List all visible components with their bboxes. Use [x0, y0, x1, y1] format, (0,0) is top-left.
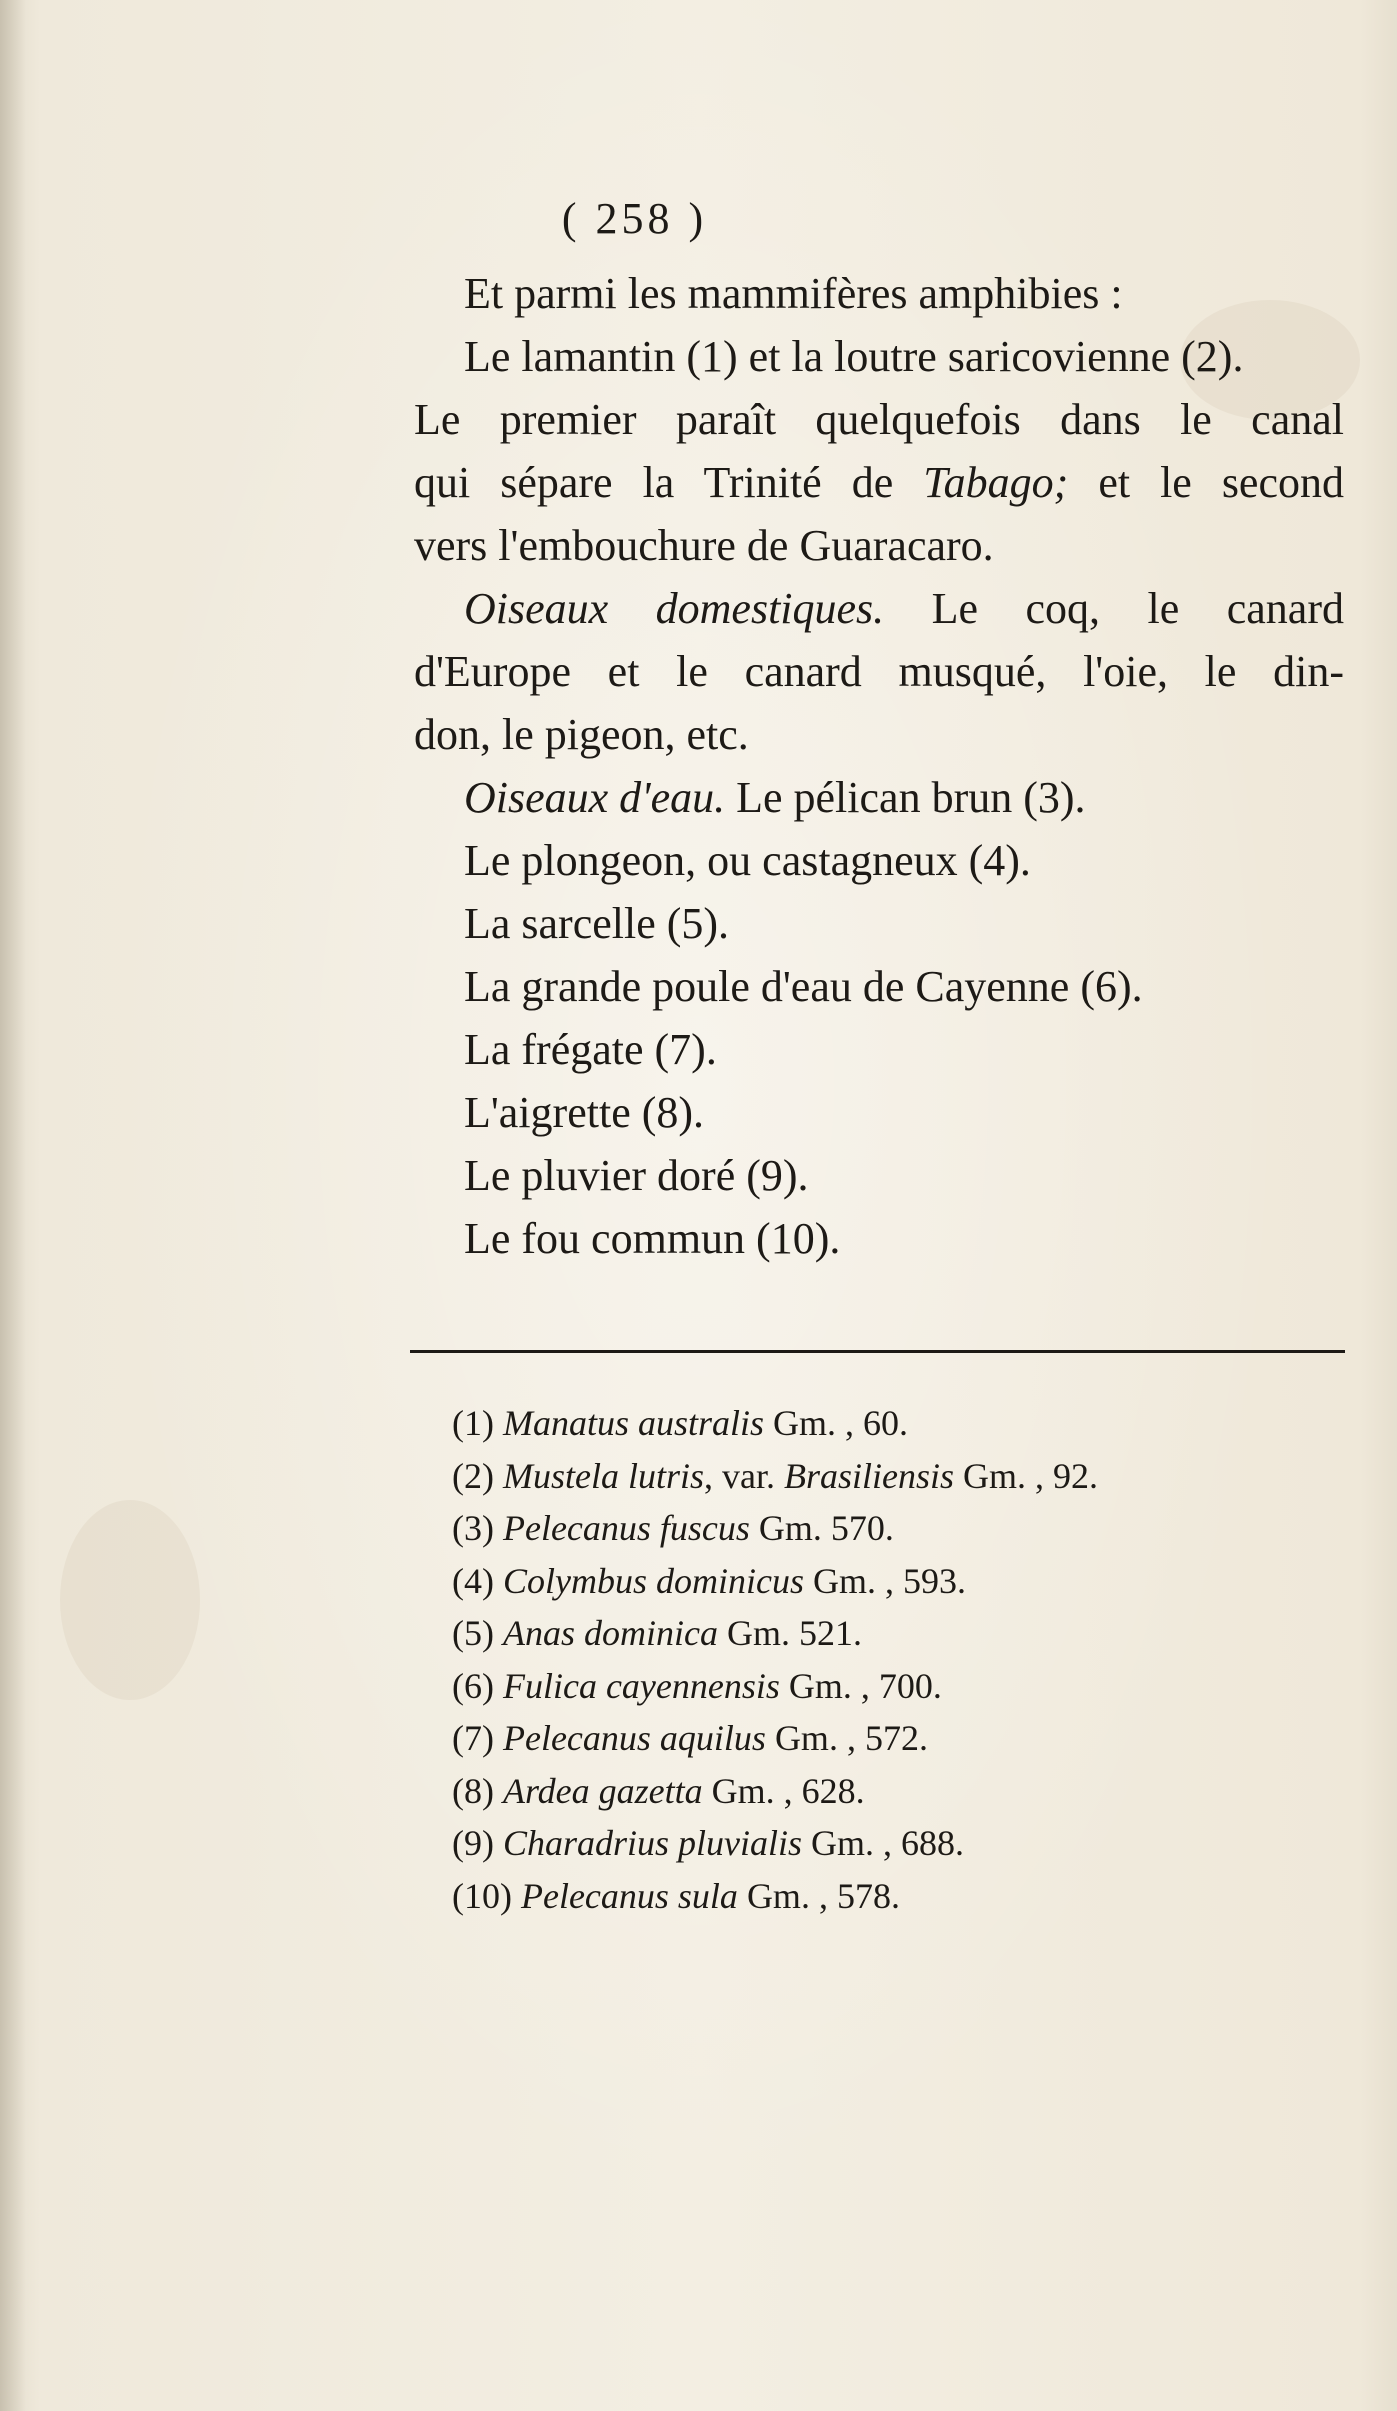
- footnote-number: (9): [452, 1823, 494, 1863]
- text-span: d'Europe et le canard musqué, l'oie, le din-: [414, 647, 1344, 696]
- text-span: don, le pigeon, etc.: [414, 710, 749, 759]
- text-span: Le pluvier doré (9).: [464, 1151, 809, 1200]
- footnote-ref: Gm. , 578.: [737, 1875, 900, 1916]
- text-span: L'aigrette (8).: [464, 1088, 705, 1137]
- footnote-number: (3): [452, 1508, 494, 1548]
- footnote: [452, 1765, 1098, 1818]
- text-line: [414, 388, 1344, 451]
- text-line: [414, 1018, 1344, 1081]
- text-span: Le coq, le canard: [884, 584, 1344, 633]
- text-line: [414, 955, 1344, 1018]
- text-line: [414, 262, 1344, 325]
- body-text: [414, 262, 1344, 1270]
- text-line: [414, 766, 1344, 829]
- footnote: [452, 1817, 1098, 1870]
- text-line: [414, 325, 1344, 388]
- footnote-number: (2): [452, 1455, 494, 1496]
- page-number: ( 258 ): [561, 194, 708, 243]
- footnote-number: (7): [452, 1718, 494, 1758]
- text-line: [414, 1207, 1344, 1270]
- footnote-number: (4): [452, 1560, 494, 1601]
- text-span: La sarcelle (5).: [464, 899, 730, 948]
- species-name: Manatus australis: [502, 1403, 765, 1443]
- place-name-italic: Tabago;: [923, 458, 1069, 507]
- text-line: [414, 1144, 1344, 1207]
- text-line: [414, 640, 1344, 703]
- section-heading-italic: Oiseaux domestiques.: [464, 584, 885, 633]
- footnote: [452, 1555, 1098, 1608]
- text-span: Et parmi les mammifères amphibies :: [464, 269, 1123, 318]
- species-name: Pelecanus sula: [520, 1875, 738, 1916]
- text-span: Le fou commun (10).: [464, 1214, 841, 1263]
- footnote-ref: Gm. , 92.: [954, 1455, 1098, 1496]
- footnote-divider: [410, 1350, 1345, 1353]
- section-heading-italic: Oiseaux d'eau.: [464, 773, 726, 822]
- footnote-ref: Gm. , 628.: [702, 1770, 865, 1811]
- text-span: vers l'embouchure de Guaracaro.: [414, 521, 994, 570]
- text-line: [414, 703, 1344, 766]
- footnote: [452, 1712, 1098, 1765]
- species-name: Charadrius pluvialis: [502, 1823, 803, 1863]
- text-span: Le premier paraît quelquefois dans le canal: [414, 395, 1344, 444]
- species-name: Pelecanus aquilus: [502, 1718, 766, 1758]
- text-line: [414, 577, 1344, 640]
- text-line: [414, 451, 1344, 514]
- footnote-ref: Gm. 521.: [717, 1613, 862, 1653]
- species-name: Ardea gazetta: [502, 1770, 703, 1811]
- text-span: La frégate (7).: [464, 1025, 717, 1074]
- footnote-ref: , var.: [704, 1455, 784, 1496]
- text-span: Le plongeon, ou castagneux (4).: [464, 836, 1031, 885]
- footnote-ref: Gm. , 688.: [802, 1823, 965, 1863]
- footnote: [452, 1397, 1098, 1450]
- footnote-number: (6): [452, 1665, 494, 1706]
- species-name: Fulica cayennensis: [502, 1665, 780, 1706]
- species-name: Anas dominica: [502, 1613, 718, 1653]
- footnote: [452, 1607, 1098, 1660]
- text-line: [414, 1081, 1344, 1144]
- footnote: [452, 1450, 1098, 1503]
- text-span: La grande poule d'eau de Cayenne (6).: [464, 962, 1143, 1011]
- species-name: Pelecanus fuscus: [502, 1508, 750, 1548]
- text-line: [414, 892, 1344, 955]
- text-line: [414, 829, 1344, 892]
- variety-name: Brasiliensis: [783, 1455, 954, 1496]
- footnote: [452, 1502, 1098, 1555]
- footnote-ref: Gm. , 700.: [779, 1665, 942, 1706]
- footnote-ref: Gm. 570.: [749, 1508, 894, 1548]
- footnote-number: (5): [452, 1613, 494, 1653]
- text-span: Le lamantin (1) et la loutre saricovienne (2).: [464, 332, 1244, 381]
- paper-stain: [60, 1500, 200, 1700]
- footnote-number: (8): [452, 1770, 494, 1811]
- text-span: Le pélican brun (3).: [725, 773, 1086, 822]
- footnote-ref: Gm. , 593.: [803, 1560, 966, 1601]
- footnotes: [452, 1397, 1098, 1922]
- text-span: qui sépare la Trinité de: [414, 458, 924, 507]
- species-name: Mustela lutris: [502, 1455, 704, 1496]
- species-name: Colymbus dominicus: [502, 1560, 804, 1601]
- page-spine-shadow: [0, 0, 26, 2411]
- footnote-number: (10): [452, 1875, 512, 1916]
- footnote: [452, 1660, 1098, 1713]
- text-span: et le second: [1068, 458, 1344, 507]
- footnote-ref: Gm. , 572.: [765, 1718, 928, 1758]
- footnote-number: (1): [452, 1403, 494, 1443]
- footnote: [452, 1870, 1098, 1923]
- text-line: [414, 514, 1344, 577]
- footnote-ref: Gm. , 60.: [764, 1403, 909, 1443]
